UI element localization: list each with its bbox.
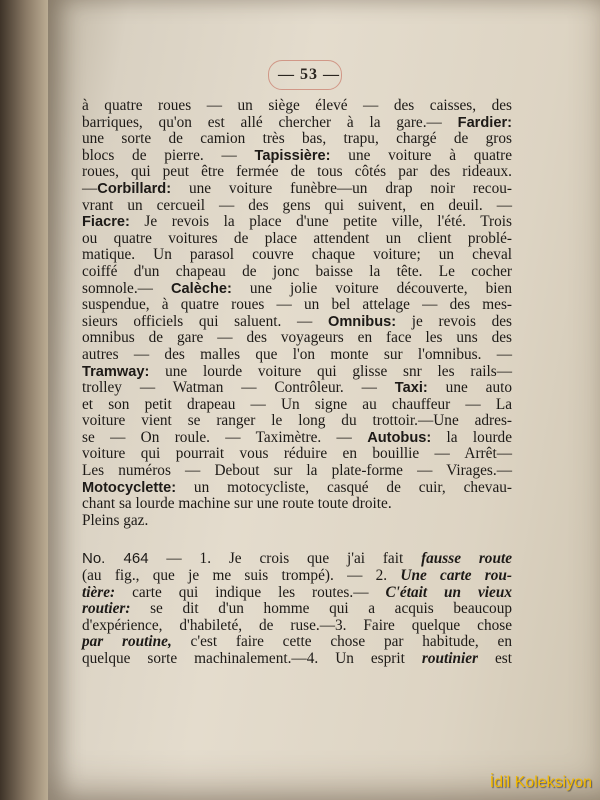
text-line: [82, 131, 512, 148]
text-run: ou quatre voitures de place attendent un client problé-: [82, 229, 512, 247]
text-line: [82, 198, 512, 215]
text-line: [82, 164, 512, 181]
text-run: une jolie voiture découverte, bien: [231, 279, 512, 297]
text-run: (au fig., que je me suis trompé). — 2.: [82, 567, 401, 585]
vehicle-term: Taxi:: [394, 380, 428, 397]
text-line: [82, 314, 512, 331]
text-line: [82, 148, 512, 165]
text-line: [82, 430, 512, 447]
text-line: [82, 281, 512, 298]
vehicle-term: Calèche:: [171, 280, 232, 297]
text-run: quelque sorte machinalement.—4. Un esprit: [82, 650, 422, 667]
text-run: une sorte de camion très bas, trapu, chargé de gros: [82, 130, 512, 148]
text-run: je revois des: [396, 312, 512, 330]
text-line: [82, 380, 512, 397]
example-term: par routine,: [82, 633, 172, 651]
text-line: [82, 601, 512, 618]
text-line: [82, 446, 512, 463]
text-line: [82, 568, 512, 585]
example-term: tière:: [82, 583, 116, 601]
text-run: — 1. Je crois que j'ai fait: [148, 550, 422, 568]
text-run: c'est faire cette chose par habitude, en: [171, 633, 512, 651]
vehicle-term: Fardier:: [457, 114, 512, 131]
text-line: [82, 115, 512, 132]
text-line: [82, 513, 512, 530]
text-line: [82, 247, 512, 264]
vehicle-term: Corbillard:: [97, 180, 172, 197]
text-line: [82, 98, 512, 115]
text-run: chant sa lourde machine sur une route toute droite.: [82, 495, 392, 513]
text-run: se dit d'un homme qui a acquis beaucoup: [130, 600, 512, 618]
text-run: et son petit drapeau — Un signe au chauffeur — La: [82, 395, 512, 413]
text-run: vrant un cercueil — des gens qui suivent, en deuil. —: [82, 196, 512, 214]
text-run: sieurs officiels qui saluent. —: [82, 312, 328, 330]
text-line: [82, 330, 512, 347]
text-line: [82, 480, 512, 497]
text-line: [82, 618, 512, 635]
text-run: somnole.—: [82, 279, 172, 297]
section-number: No. 464: [82, 550, 149, 568]
text-run: matique. Un parasol couvre chaque voiture; un cheval: [82, 246, 512, 264]
text-run: une voiture funèbre—un drap noir recou-: [171, 179, 512, 197]
text-run: d'expérience, d'habileté, de ruse.—3. Faire quelque chose: [82, 616, 512, 634]
exercise-464: [82, 551, 512, 667]
text-run: la lourde: [431, 428, 512, 446]
example-term: C'était un vieux: [385, 583, 512, 601]
text-line: [82, 347, 512, 364]
text-line: [82, 364, 512, 381]
text-run: carte qui indique les routes.—: [115, 583, 386, 601]
vehicle-term: Omnibus:: [327, 313, 397, 330]
text-line: [82, 634, 512, 651]
text-run: Pleins gaz.: [82, 511, 149, 529]
text-line: [82, 413, 512, 430]
vehicle-term: Motocyclette:: [82, 479, 177, 496]
vehicle-term: Tapissière:: [254, 147, 331, 164]
text-line: [82, 496, 512, 513]
text-run: voiture vient se ranger le long du trottoir.—Une adres-: [82, 412, 512, 430]
text-run: coiffé d'un chapeau de jonc baisse la tête. Le cocher: [82, 262, 512, 280]
text-line: [82, 297, 512, 314]
text-run: suspendue, à quatre roues — un bel attelage — des mes-: [82, 296, 512, 314]
text-run: une lourde voiture qui glisse snr les rails—: [149, 362, 512, 380]
text-line: [82, 181, 512, 198]
text-run: blocs de pierre. —: [82, 146, 255, 164]
text-run: un motocycliste, casqué de cuir, chevau-: [176, 478, 512, 496]
example-term: fausse route: [421, 550, 512, 568]
text-line: [82, 651, 512, 668]
text-run: une voiture à quatre: [330, 146, 512, 164]
text-run: Je revois la place d'une petite ville, l'été. Trois: [129, 213, 512, 231]
text-run: une auto: [427, 379, 512, 397]
text-run: —: [82, 179, 98, 197]
vehicle-term: Tramway:: [82, 363, 150, 380]
text-run: barriques, qu'on est allé chercher à la gare.—: [82, 113, 458, 131]
example-term: routinier: [421, 650, 478, 667]
text-run: roues, qui peut être fermée de tous côtés par des rideaux.: [82, 163, 512, 181]
text-line: [82, 551, 512, 568]
text-line: [82, 585, 512, 602]
text-run: trolley — Watman — Contrôleur. —: [82, 379, 395, 397]
text-line: [82, 231, 512, 248]
watermark: İdil Koleksiyon: [489, 774, 592, 791]
example-term: routier:: [82, 600, 131, 618]
vehicle-term: Fiacre:: [82, 214, 130, 231]
text-line: [82, 463, 512, 480]
text-run: Les numéros — Debout sur la plate-forme — Virages.—: [82, 462, 512, 480]
text-run: autres — des malles que l'on monte sur l'omnibus. —: [82, 345, 512, 363]
text-run: omnibus de gare — des voyageurs en face les uns des: [82, 329, 512, 347]
text-run: voiture qui pourrait vous réduire en bouillie — Arrêt—: [82, 445, 512, 463]
vehicles-paragraph: [82, 98, 512, 529]
text-line: [82, 214, 512, 231]
text-run: se — On roule. — Taximètre. —: [82, 428, 368, 446]
text-run: est: [478, 650, 512, 667]
page-body: [82, 98, 512, 668]
example-term: Une carte rou-: [400, 567, 512, 585]
text-line: [82, 397, 512, 414]
page-number: — 53 —: [278, 66, 340, 83]
text-line: [82, 264, 512, 281]
vehicle-term: Autobus:: [367, 429, 432, 446]
text-run: à quatre roues — un siège élevé — des caisses, des: [82, 97, 512, 114]
